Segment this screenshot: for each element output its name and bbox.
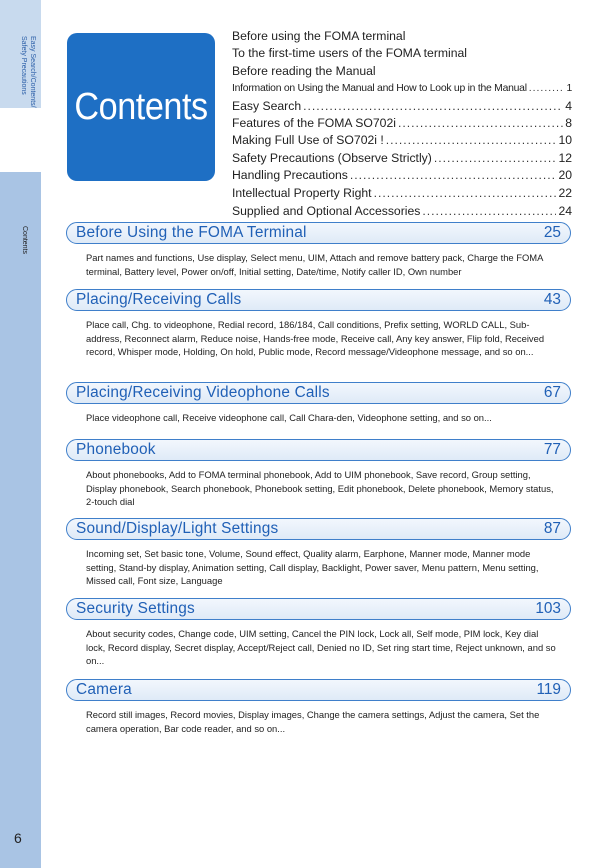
leader-dots [398, 115, 563, 132]
chapter-page: 67 [543, 384, 561, 401]
chapter-header[interactable] [66, 518, 571, 540]
chapter-section [66, 679, 571, 735]
toc-entry-page: 10 [558, 133, 572, 148]
chapter-title: Placing/Receiving Calls [76, 291, 242, 308]
chapter-description: Record still images, Record movies, Display images, Change the camera settings, Adjust the camera, Set the camera operation, Bar code reader, and so on... [86, 709, 540, 734]
side-tab-current-label: Contents [21, 226, 28, 255]
chapter-page: 103 [535, 600, 561, 617]
chapter-title: Sound/Display/Light Settings [76, 520, 279, 537]
chapter-header[interactable] [66, 289, 571, 311]
toc-entry[interactable] [232, 98, 572, 115]
chapter-section [66, 518, 571, 588]
toc-entry[interactable] [232, 203, 572, 220]
toc-entry-page: 22 [558, 185, 572, 200]
toc-entry-label: Easy Search [232, 98, 302, 113]
leader-dots [386, 132, 557, 149]
leader-dots [374, 185, 557, 202]
chapter-description: Incoming set, Set basic tone, Volume, Sound effect, Quality alarm, Earphone, Manner mode, Manner mode setting, Stand-by display, Animation setting, Call display, Backlight, Power saver, Menu pattern, Menu setting, Missed call, Font size, Language [86, 548, 539, 587]
toc-entry[interactable] [232, 115, 572, 132]
toc-entry[interactable] [232, 63, 572, 80]
toc-entry[interactable] [232, 45, 572, 62]
side-index-bar [0, 0, 41, 868]
chapter-section [66, 382, 571, 425]
chapter-page: 87 [543, 520, 561, 537]
side-tab-label: Easy Search/Contents/ Safety Precautions [20, 36, 36, 108]
toc-entry[interactable] [232, 167, 572, 184]
contents-badge [67, 33, 215, 181]
toc-entry-label: Before reading the Manual [232, 63, 376, 78]
toc-entry-page: 20 [558, 168, 572, 183]
toc-entry-label: Features of the FOMA SO702i [232, 115, 396, 130]
leader-dots [529, 80, 565, 97]
toc-entry[interactable] [232, 185, 572, 202]
toc-entry-label: Before using the FOMA terminal [232, 29, 406, 43]
toc-entry-page: 1 [566, 83, 572, 95]
toc-entry-label: Information on Using the Manual and How to Look up in the Manual [232, 83, 527, 95]
side-tab-contents[interactable] [0, 108, 41, 255]
chapter-title: Before Using the FOMA Terminal [76, 224, 307, 241]
toc-entry-label: To the first-time users of the FOMA terminal [232, 46, 468, 61]
toc-entry[interactable] [232, 80, 572, 97]
chapter-description: Place call, Chg. to videophone, Redial record, 186/184, Call conditions, Prefix setting, WORLD CALL, Sub-address, Reconnect alarm, Reduce noise, Hands-free mode, Receive call, Any key answer, Flip fold, Received record, Whisper mode, Holding, On hold, Public mode, Record message/Videophone message, and so on... [86, 319, 545, 358]
chapter-page: 43 [543, 291, 561, 308]
toc-entry-label: Handling Precautions [232, 168, 348, 183]
chapter-section [66, 222, 571, 278]
leader-dots [422, 203, 556, 220]
page-title: Contents [74, 85, 208, 128]
chapter-section [66, 439, 571, 509]
chapter-header[interactable] [66, 382, 571, 404]
chapter-title: Phonebook [76, 441, 156, 458]
chapter-page: 77 [543, 441, 561, 458]
intro-toc-list [232, 28, 572, 220]
chapter-header[interactable] [66, 679, 571, 701]
chapter-description: Place videophone call, Receive videophone call, Call Chara-den, Videophone setting, and so on... [86, 412, 492, 423]
toc-entry-page: 8 [565, 115, 572, 130]
chapter-description: About phonebooks, Add to FOMA terminal phonebook, Add to UIM phonebook, Save record, Group setting, Display phonebook, Search phonebook, Phonebook setting, Edit phonebook, Delete phonebook, Memory status, 2-touch dial [86, 469, 554, 508]
page-number: 6 [14, 830, 22, 846]
toc-entry-page: 12 [558, 150, 572, 165]
toc-entry-label: Making Full Use of SO702i ! [232, 133, 384, 148]
toc-entry[interactable] [232, 150, 572, 167]
chapter-header[interactable] [66, 598, 571, 620]
chapter-page: 25 [543, 224, 561, 241]
chapter-header[interactable] [66, 439, 571, 461]
chapter-title: Placing/Receiving Videophone Calls [76, 384, 330, 401]
chapter-description: About security codes, Change code, UIM setting, Cancel the PIN lock, Lock all, Self mode, PIM lock, Key dial lock, Record display, Secret display, Accept/Reject call, Denied no ID, Set ring start time, Reject unknown, and so on... [86, 628, 556, 667]
toc-entry-page: 24 [558, 203, 572, 218]
toc-entry[interactable] [232, 28, 572, 45]
chapter-section [66, 289, 571, 359]
toc-entry-page: 4 [565, 98, 572, 113]
toc-entry-label: Intellectual Property Right [232, 185, 372, 200]
side-tab-easy-search[interactable] [0, 0, 41, 108]
leader-dots [350, 167, 557, 184]
toc-entry[interactable] [232, 132, 572, 149]
chapter-page: 119 [536, 681, 561, 698]
chapter-title: Camera [76, 681, 132, 698]
chapter-title: Security Settings [76, 600, 195, 617]
toc-entry-label: Safety Precautions (Observe Strictly) [232, 150, 432, 165]
chapter-header[interactable] [66, 222, 571, 244]
leader-dots [434, 150, 557, 167]
toc-entry-label: Supplied and Optional Accessories [232, 203, 421, 218]
chapter-description: Part names and functions, Use display, Select menu, UIM, Attach and remove battery pack, Charge the FOMA terminal, Battery level, Power on/off, Initial setting, Date/time, Notify caller ID, Own number [86, 252, 543, 277]
chapter-section [66, 598, 571, 668]
leader-dots [303, 98, 563, 115]
